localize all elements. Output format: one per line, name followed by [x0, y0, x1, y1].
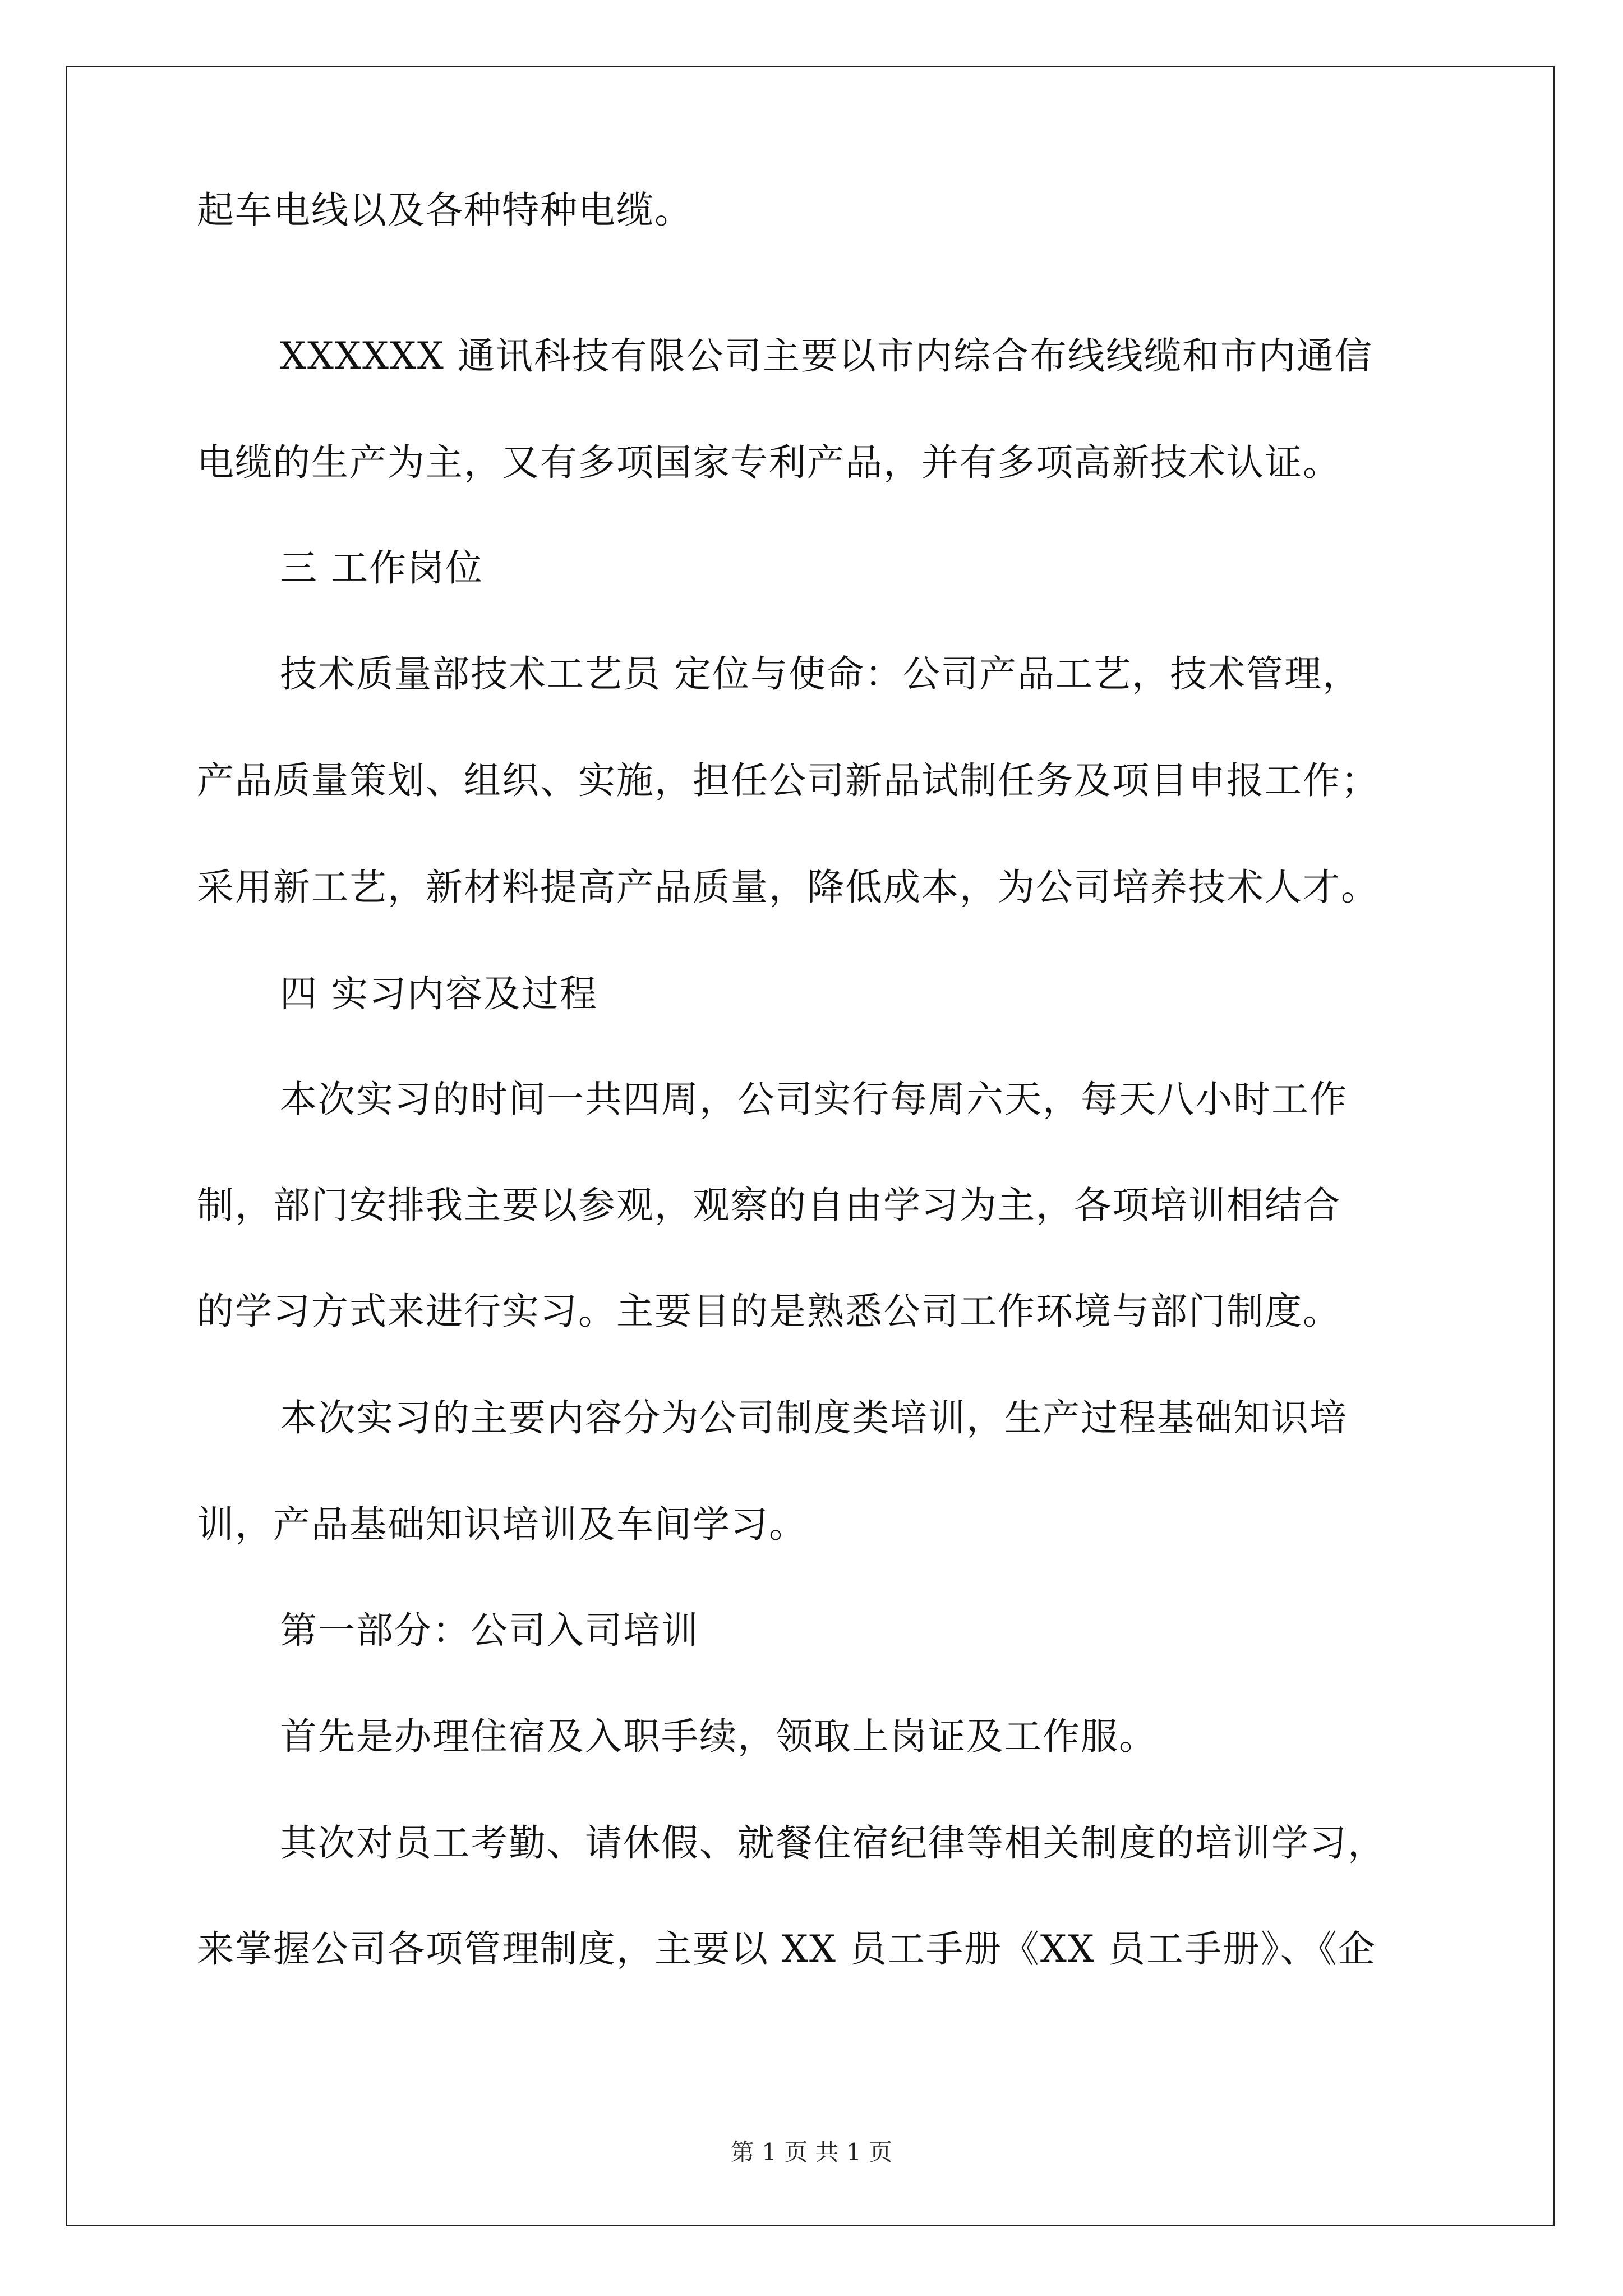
page-number: 第 1 页 共 1 页: [730, 2138, 893, 2166]
paragraph-line: 电缆的生产为主，又有多项国家专利产品，并有多项高新技术认证。: [197, 441, 1341, 484]
paragraph-line: 技术质量部技术工艺员 定位与使命：公司产品工艺，技术管理，: [280, 652, 1361, 696]
paragraph-line: 本次实习的主要内容分为公司制度类培训，生产过程基础知识培: [280, 1396, 1348, 1439]
paragraph-line: 首先是办理住宿及入职手续，领取上岗证及工作服。: [280, 1715, 1157, 1758]
section-heading: 三 工作岗位: [280, 546, 483, 590]
paragraph-line: 采用新工艺，新材料提高产品质量，降低成本，为公司培养技术人才。: [197, 866, 1379, 909]
paragraph-line: 本次实习的时间一共四周，公司实行每周六天，每天八小时工作: [280, 1078, 1348, 1121]
paragraph-line: 训，产品基础知识培训及车间学习。: [197, 1503, 807, 1546]
section-heading: 第一部分：公司入司培训: [280, 1609, 699, 1652]
paragraph-line: XXXXXX 通讯科技有限公司主要以市内综合布线线缆和市内通信: [280, 334, 1373, 378]
paragraph-line: 其次对员工考勤、请休假、就餐住宿纪律等相关制度的培训学习，: [280, 1821, 1386, 1865]
paragraph-line: 来掌握公司各项管理制度，主要以 XX 员工手册《XX 员工手册》、《企: [197, 1927, 1376, 1971]
paragraph-line: 的学习方式来进行实习。主要目的是熟悉公司工作环境与部门制度。: [197, 1290, 1341, 1333]
paragraph-line: 起车电线以及各种特种电缆。: [197, 188, 693, 232]
paragraph-line: 产品质量策划、组织、实施，担任公司新品试制任务及项目申报工作；: [197, 759, 1379, 802]
section-heading: 四 实习内容及过程: [280, 972, 598, 1015]
paragraph-line: 制，部门安排我主要以参观，观察的自由学习为主，各项培训相结合: [197, 1184, 1341, 1227]
page-border: [66, 66, 1555, 2226]
